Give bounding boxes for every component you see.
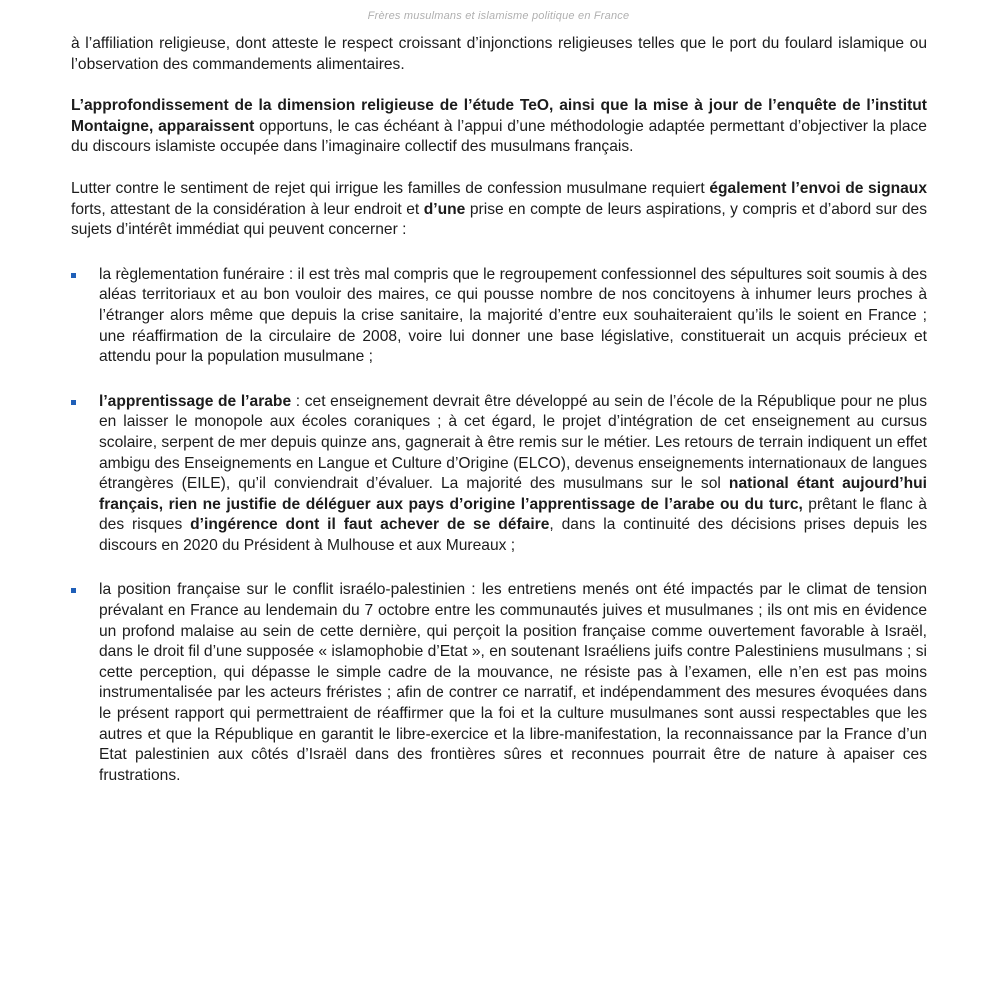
paragraph-rejection [71, 179, 927, 241]
paragraph-teo-study [71, 96, 927, 158]
paragraph-affiliation: à l’affiliation religieuse, dont atteste le respect croissant d’injonctions religieuses telles que le port du foulard islamique ou l’observation des commandements alimentaires. [71, 35, 927, 73]
paragraph-rejection-text-c: prise en compte de leurs aspirations, y compris et d’abord sur des sujets d’intérêt immédiat qui peuvent concerner : [71, 200, 927, 239]
list-item-conflict [71, 580, 927, 786]
list-item-conflict-text: la position française sur le conflit israélo-palestinien : les entretiens menés ont été impactés par le climat de tension prévalant en France au lendemain du 7 octobre entre les communautés juives et musulmanes ; ils ont mis en évidence un profond malaise au sein de cette dernière, qui perçoit la position française comme ouvertement favorable à Israël, dans le droit fil d’une supposée « islamophobie d’Etat », en soutenant Israéliens juifs contre Palestiniens musulmans ; si cette perception, qui dépasse le simple cadre de la mouvance, ne résiste pas à l’examen, elle n’en est pas moins instrumentalisée par les acteurs fréristes ; afin de contrer ce narratif, et indépendamment des mesures évoquées dans le présent rapport qui permettraient de réaffirmer que la foi et la culture musulmanes sont aussi respectables que les autres et que la République en garantit le libre-exercice et la libre-manifestation, la reconnaissance par la France d’un Etat palestinien aux côtés d’Israël dans des frontières sûres et reconnues pourrait être de nature à apaiser ces frustrations. [99, 581, 927, 784]
square-bullet-icon [71, 588, 76, 593]
list-item-arabic-text-b: prêtant le flanc à des risques [99, 495, 927, 534]
document-body [71, 34, 927, 786]
list-item-arabic [71, 392, 927, 557]
list-item-arabic-text-c: , dans la continuité des décisions prises depuis les discours en 2020 du Président à Mulhouse et aux Mureaux ; [99, 516, 927, 554]
paragraph-teo-study-text: opportuns, le cas échéant à l’appui d’une méthodologie adaptée permettant d’objectiver la place du discours islamiste occupée dans l’imaginaire collectif des musulmans français. [71, 117, 927, 156]
list-item-funeral [71, 265, 927, 368]
square-bullet-icon [71, 400, 76, 405]
list-item-arabic-bold-b: national étant aujourd’hui français, rien ne justifie de déléguer aux pays d’origine l’apprentissage de l’arabe ou du turc, [99, 475, 927, 513]
paragraph-rejection-bold-b: d’une [423, 200, 466, 218]
square-bullet-icon [71, 273, 76, 278]
running-header: Frères musulmans et islamisme politique en France [367, 10, 630, 22]
paragraph-rejection-bold-a: également l’envoi de signaux [709, 179, 927, 197]
list-item-arabic-bold-a: l’apprentissage de l’arabe [99, 392, 292, 410]
paragraph-rejection-text-a: Lutter contre le sentiment de rejet qui irrigue les familles de confession musulmane requiert [71, 179, 710, 197]
list-item-arabic-text-a: : cet enseignement devrait être développé au sein de l’école de la République pour ne plus en laisser le monopole aux écoles coraniques ; à cet égard, le projet d’intégration de cet enseignement au cursus scolaire, serpent de mer depuis quinze ans, gagnerait à être remis sur le métier. Les retours de terrain indiquent un effet ambigu des Enseignements en Langue et Culture d’Origine (ELCO), devenus enseignements internationaux de langues étrangères (EILE), qu’il conviendrait d’évaluer. La majorité des musulmans sur le sol [99, 392, 927, 493]
list-item-arabic-bold-c: d’ingérence dont il faut achever de se défaire [190, 516, 550, 534]
list-item-arabic-text [99, 392, 927, 557]
paragraph-teo-study-bold: L’approfondissement de la dimension religieuse de l’étude TeO, ainsi que la mise à jour de l’enquête de l’institut Montaigne, apparaissent [71, 97, 927, 135]
list-item-funeral-text: la règlementation funéraire : il est très mal compris que le regroupement confessionnel des sépultures soit soumis à des aléas territoriaux et au bon vouloir des maires, ce qui pousse nombre de nos concitoyens à inhumer leurs proches à l’étranger alors même que depuis la crise sanitaire, la majorité d’entre eux souhaiteraient qu’ils le soient en France ; une réaffirmation de la circulaire de 2008, voire lui donner une base législative, constituerait un acquis précieux et attendu pour la population musulmane ; [99, 265, 927, 366]
paragraph-rejection-text-b: forts, attestant de la considération à leur endroit et [71, 200, 424, 218]
